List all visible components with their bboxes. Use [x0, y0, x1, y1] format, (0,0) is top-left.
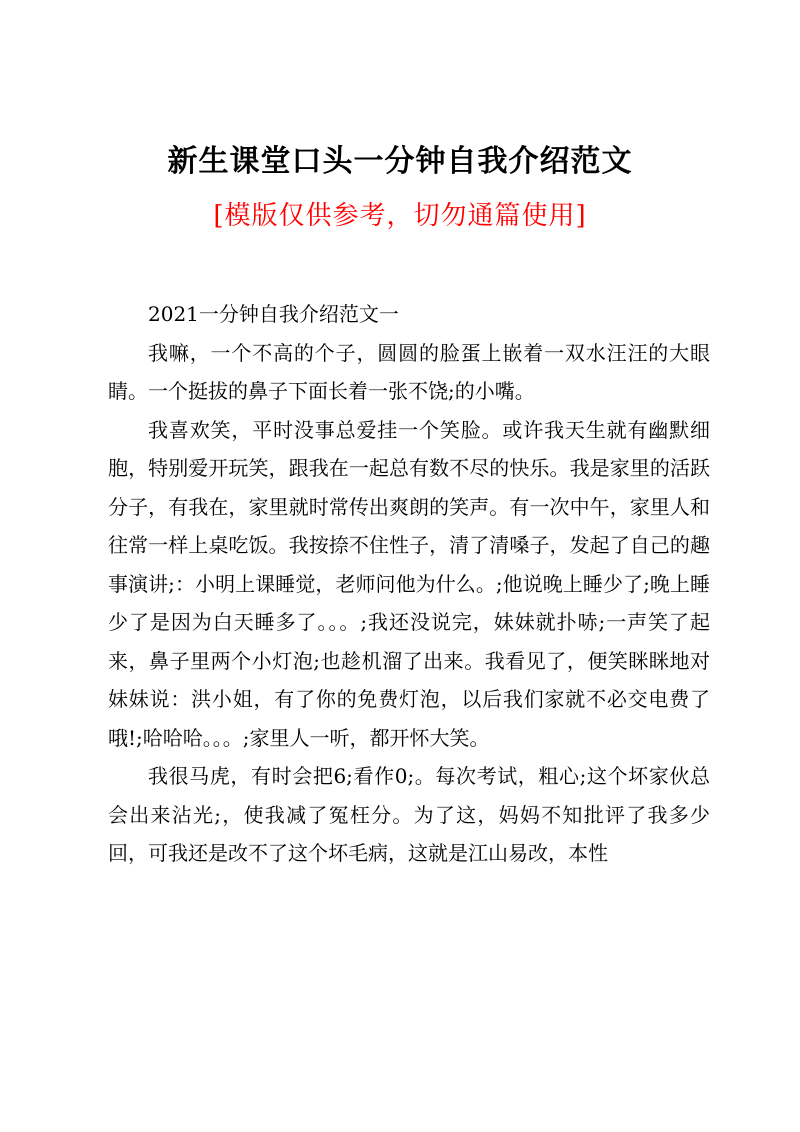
section-heading: 2021一分钟自我介绍范文一 — [148, 302, 399, 326]
document-title: 新生课堂口头一分钟自我介绍范文 — [167, 144, 633, 179]
paragraph-careless: 我很马虎，有时会把6;看作0;。每次考试，粗心;这个坏家伙总会出来沾光;，使我减了冤枉分。为了这，妈妈不知批评了我多少回，可我还是改不了这个坏毛病，这就是江山易改，本性 — [108, 764, 710, 865]
document-body — [108, 295, 710, 873]
paragraph-humor: 我喜欢笑，平时没事总爱挂一个笑脸。或许我天生就有幽默细胞，特别爱开玩笑，跟我在一起总有数不尽的快乐。我是家里的活跃分子，有我在，家里就时常传出爽朗的笑声。有一次中午，家里人和往常一样上桌吃饭。我按捺不住性子，清了清嗓子，发起了自己的趣事演讲;：小明上课睡觉，老师问他为什么。;他说晚上睡少了;晚上睡少了是因为白天睡多了。。。;我还没说完，妹妹就扑哧;一声笑了起来，鼻子里两个小灯泡;也趁机溜了出来。我看见了，便笑眯眯地对妹妹说：洪小姐，有了你的免费灯泡，以后我们家就不必交电费了哦!;哈哈哈。。。;家里人一听，都开怀大笑。 — [108, 417, 710, 750]
template-disclaimer: [模版仅供参考，切勿通篇使用] — [213, 201, 587, 231]
paragraph-appearance: 我嘛，一个不高的个子，圆圆的脸蛋上嵌着一双水汪汪的大眼睛。一个挺拔的鼻子下面长着一张不饶;的小嘴。 — [108, 340, 710, 403]
